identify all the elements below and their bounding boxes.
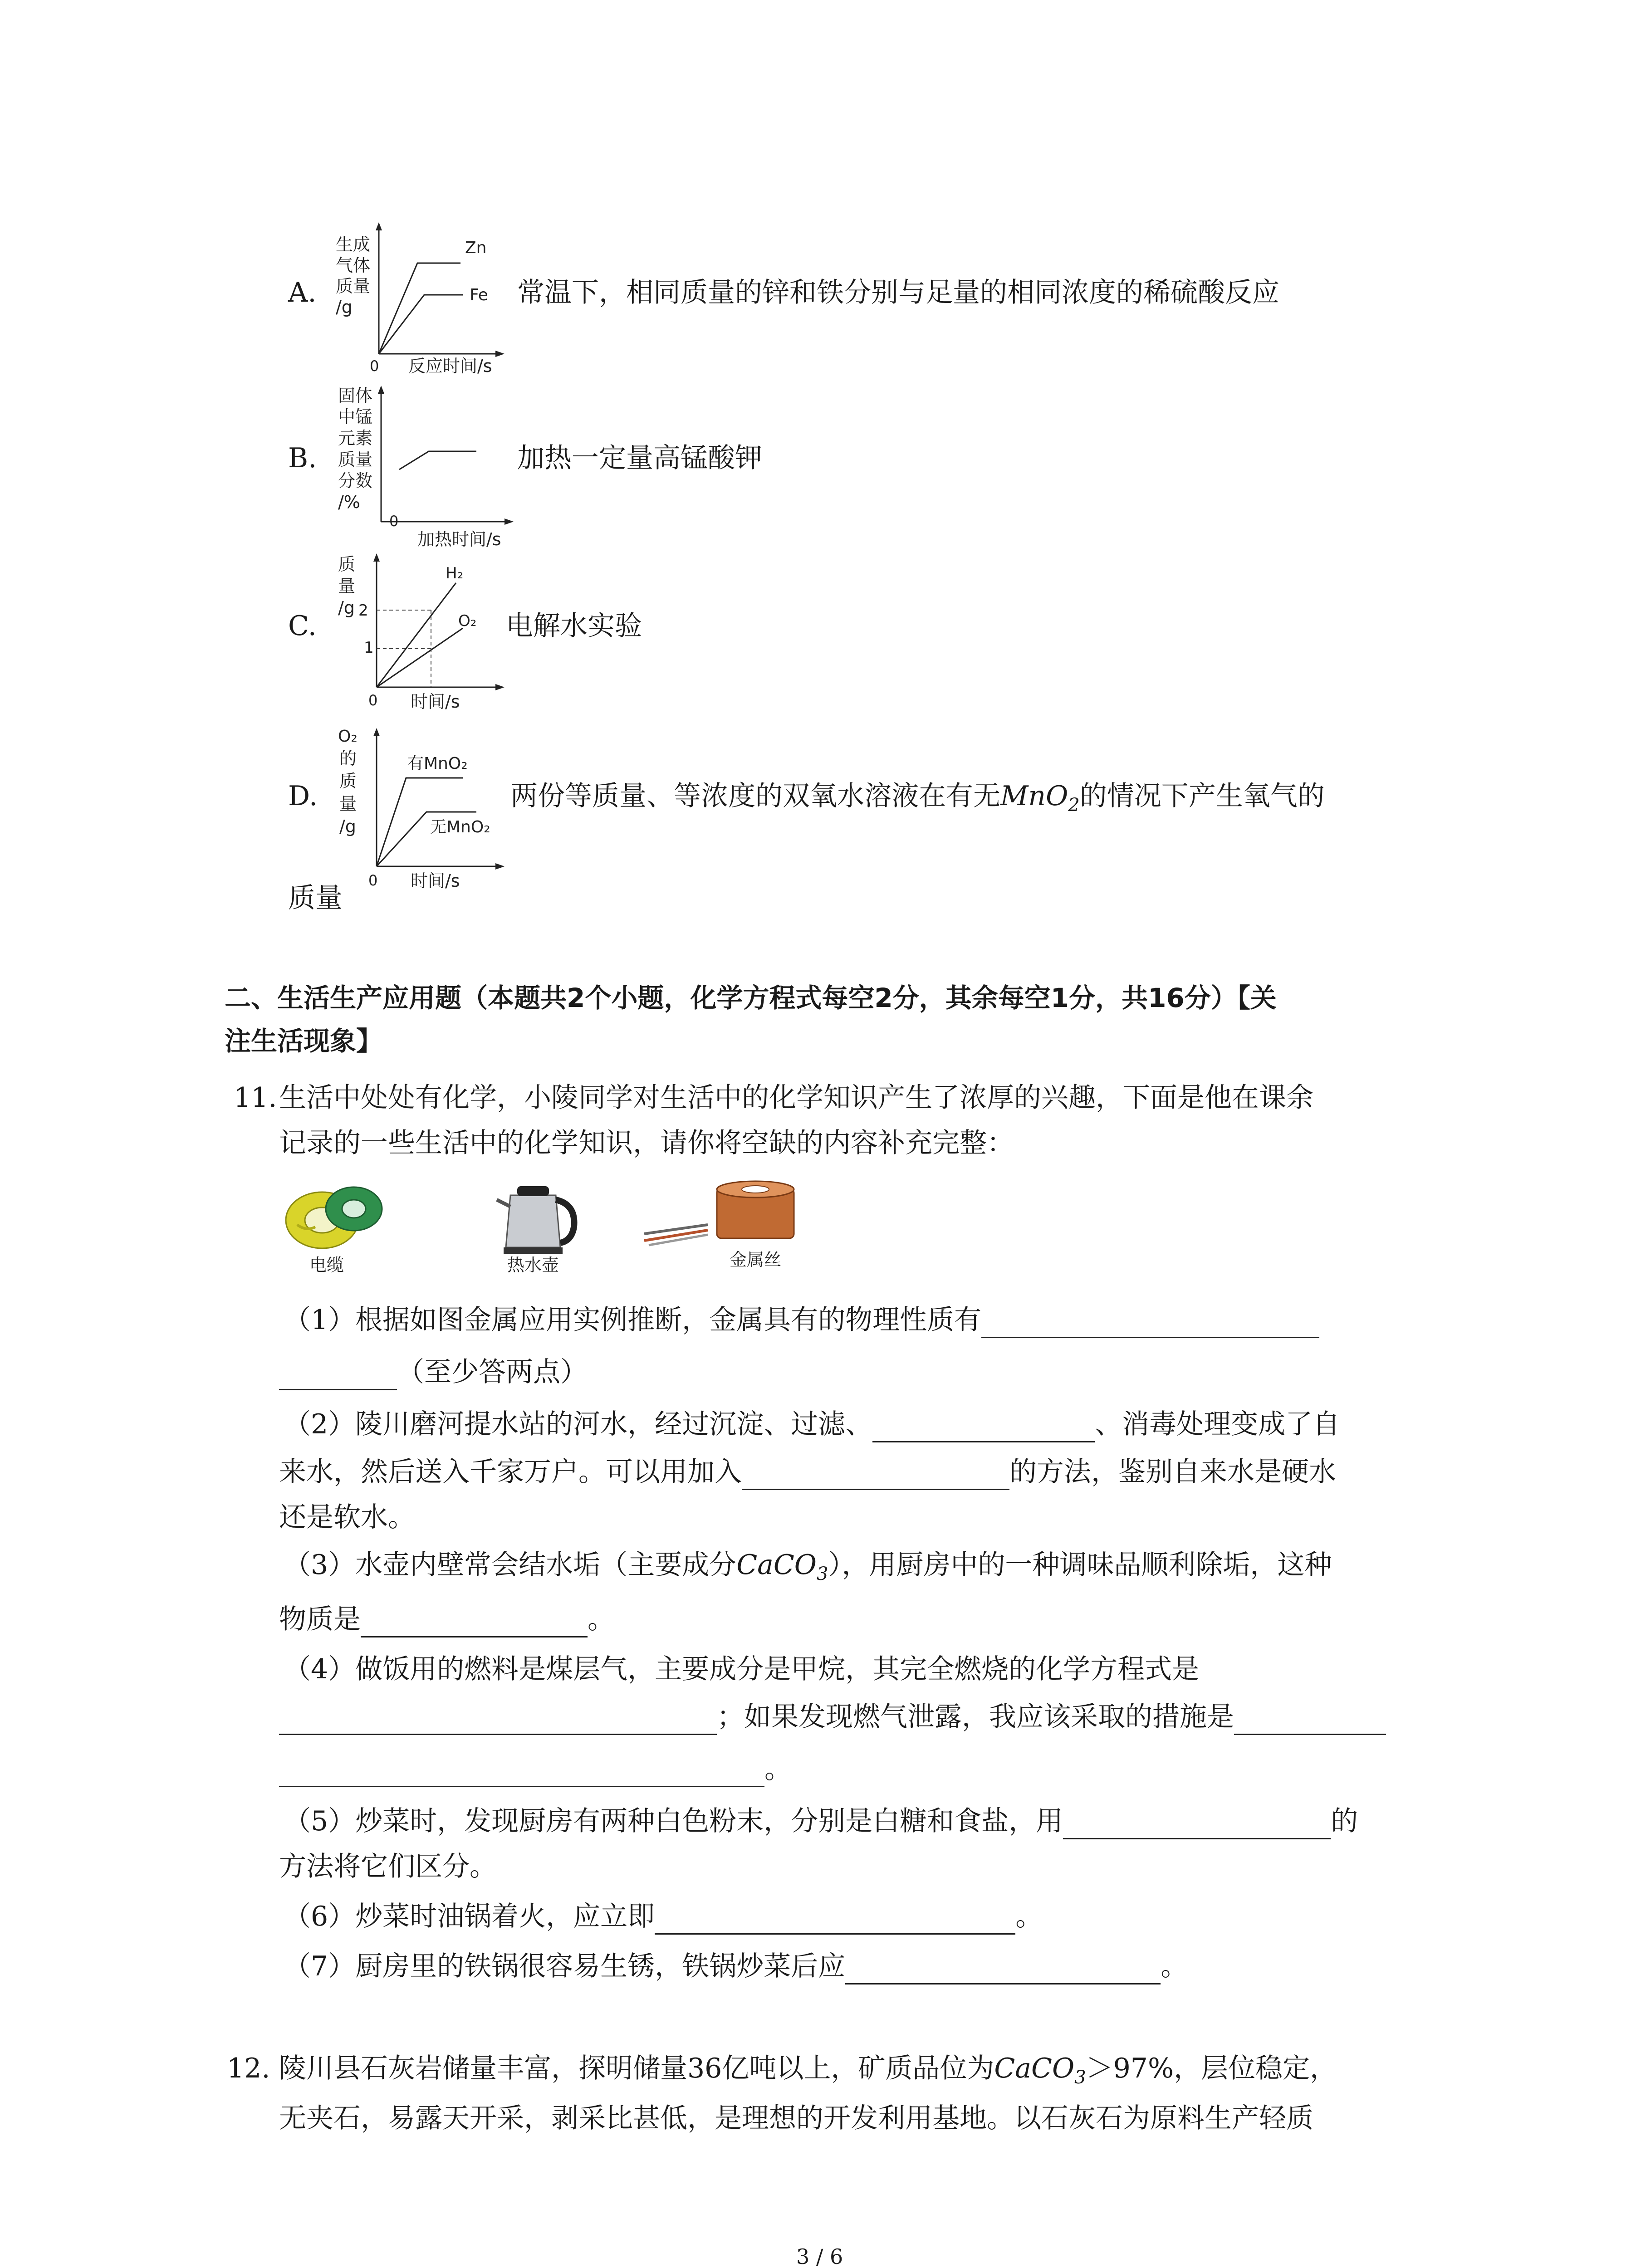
q11-p5-line-b: 的 xyxy=(1331,1805,1358,1837)
graph-a-ylabel-2: 气体 xyxy=(336,255,371,275)
q12-line2: 无夹石，易露天开采，剥采比甚低，是理想的开发利用基地。以石灰石为原料生产轻质 xyxy=(279,2102,1313,2134)
q11-blank-2a[interactable] xyxy=(872,1414,1095,1442)
graph-c-series-o2: O₂ xyxy=(458,612,477,630)
q11-p3-line-d: 。 xyxy=(588,1603,615,1635)
option-a-text: 常温下，相同质量的锌和铁分别与足量的相同浓度的稀硫酸反应 xyxy=(517,277,1279,308)
kettle-caption: 热水壶 xyxy=(507,1255,559,1275)
q11-p5-line-a: （5）炒菜时，发现厨房有两种白色粉末，分别是白糖和食盐，用 xyxy=(284,1805,1063,1837)
q11-p6-line-b: 。 xyxy=(1015,1901,1043,1932)
q11-blank-1a[interactable] xyxy=(981,1310,1319,1338)
graph-d-series-without: 无MnO₂ xyxy=(430,818,490,836)
graph-d-ylabel-5: /g xyxy=(339,816,356,836)
q11-number: 11. xyxy=(234,1082,277,1114)
option-c-text: 电解水实验 xyxy=(506,610,642,642)
q11-p3-formula: CaCO xyxy=(736,1549,817,1581)
graph-c-xlabel: 时间/s xyxy=(411,692,460,712)
q11-p3-line-a: （3）水壶内壁常会结水垢（主要成分 xyxy=(284,1549,737,1581)
option-d-text-post: 的情况下产生氧气的 xyxy=(1079,780,1325,812)
graph-a-xlabel: 反应时间/s xyxy=(408,356,492,376)
section2-heading-line1: 二、生活生产应用题（本题共2个小题，化学方程式每空2分，其余每空1分，共16分）【关 xyxy=(225,982,1277,1013)
q11-p6-line-a: （6）炒菜时油锅着火，应立即 xyxy=(284,1901,655,1932)
option-d-formula: MnO xyxy=(1000,780,1068,812)
q11-blank-3[interactable] xyxy=(361,1609,588,1637)
graph-b-ylabel-3: 元素 xyxy=(338,428,373,448)
q11-p3-line-b: ），用厨房中的一种调味品顺利除垢，这种 xyxy=(828,1549,1332,1581)
section2-heading-line2: 注生活现象】 xyxy=(225,1026,383,1056)
graph-d-xlabel: 时间/s xyxy=(411,871,460,891)
q11-p7-text xyxy=(284,1948,1188,1984)
q11-p6-text xyxy=(284,1898,1043,1935)
q11-blank-6[interactable] xyxy=(655,1906,1015,1935)
q12-formula: CaCO xyxy=(994,2053,1075,2084)
graph-d-origin: 0 xyxy=(368,872,378,889)
q12-formula-sub: 3 xyxy=(1074,2067,1086,2088)
q11-intro-line2: 记录的一些生活中的化学知识，请你将空缺的内容补充完整： xyxy=(279,1127,1014,1159)
graph-c-series-h2: H₂ xyxy=(446,564,464,582)
graph-c-o2-line xyxy=(377,628,463,687)
q11-p2-end: 还是软水。 xyxy=(279,1501,415,1533)
q11-blank-2b[interactable] xyxy=(742,1461,1009,1490)
q11-p1-note: （至少答两点） xyxy=(397,1356,588,1388)
graph-c-h2-line xyxy=(377,583,456,687)
q11-blank-4b[interactable] xyxy=(1234,1706,1386,1735)
q11-blank-5[interactable] xyxy=(1063,1811,1331,1839)
q11-p3-line-c: 物质是 xyxy=(279,1603,361,1635)
graph-a-series-zn: Zn xyxy=(465,239,487,257)
cable-caption: 电缆 xyxy=(309,1255,344,1275)
q11-p2-cont xyxy=(279,1454,1336,1490)
q12-number: 12. xyxy=(227,2053,270,2084)
q11-blank-4c[interactable] xyxy=(279,1759,764,1787)
graph-c-ylabel-2: 量 xyxy=(338,576,356,596)
option-c-graph xyxy=(327,547,517,719)
q12-line1-a: 陵川县石灰岩储量丰富，探明储量36亿吨以上，矿质品位为 xyxy=(279,2053,994,2084)
wire-caption: 金属丝 xyxy=(729,1250,782,1270)
graph-d-ylabel-2: 的 xyxy=(339,748,357,768)
graph-b-origin: 0 xyxy=(389,513,399,530)
q11-p3-text xyxy=(284,1547,1332,1592)
option-d-graph xyxy=(327,721,517,898)
option-c-letter: C. xyxy=(288,610,317,642)
cable-image xyxy=(279,1175,388,1275)
wire-image xyxy=(640,1175,812,1275)
graph-a-ylabel-4: /g xyxy=(336,297,353,317)
option-b-letter: B. xyxy=(288,442,317,474)
q11-p2-line-a: （2）陵川磨河提水站的河水，经过沉淀、过滤、 xyxy=(284,1408,873,1440)
option-b-text: 加热一定量高锰酸钾 xyxy=(517,442,762,474)
graph-a-ylabel-1: 生成 xyxy=(336,235,371,254)
option-d-letter: D. xyxy=(288,780,318,812)
graph-d-series-with: 有MnO₂ xyxy=(407,754,468,773)
graph-d-ylabel-1: O₂ xyxy=(338,727,358,746)
graph-c-origin: 0 xyxy=(368,692,378,709)
option-b-graph xyxy=(327,381,526,549)
graph-b-ylabel-1: 固体 xyxy=(338,386,373,406)
graph-b-ylabel-6: /% xyxy=(338,492,360,512)
q11-p1-cont xyxy=(279,1354,588,1390)
q11-blank-4a[interactable] xyxy=(279,1706,717,1735)
graph-b-line xyxy=(399,451,476,469)
q12-line1-b: ＞97%，层位稳定， xyxy=(1086,2053,1337,2084)
graph-b-xlabel: 加热时间/s xyxy=(417,529,501,549)
page-number: 3 / 6 xyxy=(796,2244,843,2268)
q11-p4-end xyxy=(279,1751,792,1787)
q11-p4-line-c: 。 xyxy=(764,1753,792,1785)
graph-a-origin: 0 xyxy=(370,357,379,375)
option-d-text xyxy=(510,778,1325,823)
graph-a-series-fe: Fe xyxy=(470,286,488,304)
q11-p4-cont xyxy=(279,1699,1386,1735)
option-d-text-pre: 两份等质量、等浓度的双氧水溶液在有无 xyxy=(510,780,1000,812)
option-a-graph xyxy=(327,218,526,381)
q11-p2-line-b: 、消毒处理变成了自 xyxy=(1095,1408,1340,1440)
q11-blank-7[interactable] xyxy=(845,1956,1161,1984)
q12-line1 xyxy=(279,2050,1337,2096)
q11-p7-line-a: （7）厨房里的铁锅很容易生锈，铁锅炒菜后应 xyxy=(284,1950,846,1982)
q11-p7-line-b: 。 xyxy=(1161,1950,1188,1982)
graph-a-ylabel-3: 质量 xyxy=(336,276,371,296)
graph-c-tick-1: 1 xyxy=(364,639,374,657)
graph-c-ylabel-1: 质 xyxy=(338,554,356,574)
graph-d-ylabel-3: 质 xyxy=(339,771,357,791)
graph-d-ylabel-4: 量 xyxy=(339,794,357,814)
graph-b-ylabel-2: 中锰 xyxy=(338,407,373,427)
q11-p4-line-b: ；如果发现燃气泄露，我应该采取的措施是 xyxy=(717,1701,1234,1733)
option-d-formula-sub: 2 xyxy=(1068,795,1080,816)
option-a-letter: A. xyxy=(288,277,317,308)
graph-b-ylabel-5: 分数 xyxy=(338,471,373,491)
q11-p2-line-c: 来水，然后送入千家万户。可以用加入 xyxy=(279,1456,742,1488)
q11-p3-cont xyxy=(279,1601,615,1637)
kettle-image xyxy=(490,1175,581,1275)
graph-c-ylabel-3: /g xyxy=(338,598,355,618)
q11-p4-text: （4）做饭用的燃料是煤层气，主要成分是甲烷，其完全燃烧的化学方程式是 xyxy=(284,1653,1200,1685)
q11-p3-formula-sub: 3 xyxy=(816,1564,828,1584)
q11-p5-cont: 方法将它们区分。 xyxy=(279,1851,497,1882)
q11-p2-text xyxy=(284,1406,1340,1442)
q11-blank-1b[interactable] xyxy=(279,1362,397,1390)
graph-b-ylabel-4: 质量 xyxy=(338,450,373,469)
q11-p1-text xyxy=(284,1302,1319,1338)
q11-p1-line: （1）根据如图金属应用实例推断，金属具有的物理性质有 xyxy=(284,1304,982,1336)
option-d-text-cont: 质量 xyxy=(288,882,343,914)
graph-a-zn-line xyxy=(379,263,460,354)
q11-p2-line-d: 的方法，鉴别自来水是硬水 xyxy=(1009,1456,1336,1488)
q11-intro-line1: 生活中处处有化学，小陵同学对生活中的化学知识产生了浓厚的兴趣，下面是他在课余 xyxy=(279,1082,1313,1114)
q11-p5-text xyxy=(284,1803,1358,1839)
graph-c-tick-2: 2 xyxy=(358,601,368,620)
